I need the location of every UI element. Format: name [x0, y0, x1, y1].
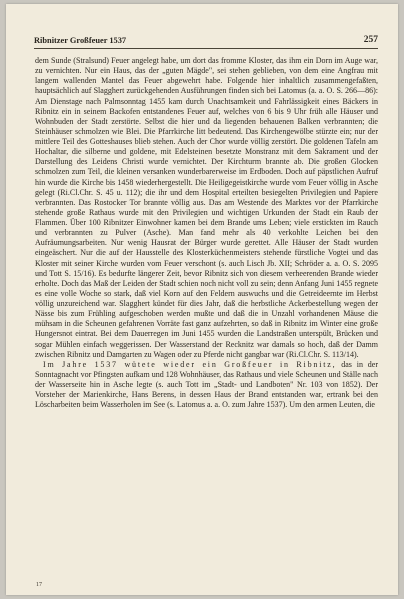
book-page: [6, 4, 398, 595]
body-text: [35, 56, 378, 410]
paragraph-1: dem Sunde (Stralsund) Feuer angelegt habe, um dort das fromme Kloster, das ihm ein Dorn im Auge war, zu vernichten. Nur ein Haus, das der „guten Mägde", sei stehen geblieben, von dem eine Angfrau mit langem wallenden Mantel das Feuer abgewehrt habe. Folgende hier inhaltlich zusammengefaßten, hauptsächlich auf Slagghert zurückgehenden Ausführungen finden sich bei Latomus (a. a. O. S. 266—86): Am Dienstage nach Palmsonntag 1455 kam durch Unachtsamkeit und Fahrlässigkeit eines Bäckers in Ribnitz ein in seinem Backofen entstandenes Feuer auf, welches von 6 bis 9 Uhr früh alle Häuser und Wohnbuden der Stadt zerstörte. Selbst die hier und da liegenden behauenen Balken verbrannten; die Steinhäuser schmolzen wie Blei. Die Pfarrkirche litt bedeutend. Das Kirchengewölbe stürzte ein; nur der mittlere Teil des Gotteshauses blieb stehen. Auch der Chor wurde völlig zerstört. Die goldenen Tafeln am Hochaltar, die silberne und goldene, mit Edelsteinen besetzte Monstranz mit dem Sakrament und der Darstellung des Leidens Christi wurde vernichtet. Der Kirchturm brannte ab. Die großen Glocken schmolzen zum Teil, die kleinen versanken wunderbarerweise im Erdboden. Doch auf päpstlichen Aufruf hin wurde die Kirche bis 1458 wiederhergestellt. Die Heiligegeistkirche wurde vom Feuer völlig in Asche gelegt (Ri.Cl.Chr. S. 45 u. 112); die ihr und dem Hospital erteilten besiegelten Privilegien und Papiere verbrannten. Das Rostocker Tor brannte völlig aus. Das am Westende des Marktes vor der Pfarrkirche stehende große Rathaus wurde mit den Privilegien und wichtigen Urkunden der Stadt ein Raub der Flammen. Über 100 Ribnitzer Einwohner kamen bei dem Brande ums Leben; viele erstickten im Rauch und verbrannten zu Pulver (Asche). Man fand mehr als 40 verkohlte Leichen bei den Aufräumungsarbeiten. Nur wenig Hausrat der Bürger wurde gerettet. Alle Häuser der Stadt wurden eingeäschert. Nur die auf der Hausstelle des Klosterküchenmeisters stehende fürstliche Vogtei und das Kloster mit seiner Kirche wurden vom Feuer verschont (s. auch Lisch Jb. XII; Schröder a. a. O. S. 2095 und Tott S. 15/16). Es bedurfte längerer Zeit, bevor Ribnitz sich von diesem verheerenden Brande wieder erholte. Doch das Maß der Leiden der Stadt schien noch nicht voll zu sein; denn Anfang Juni 1455 regnete es eine volle Woche so stark, daß viel Korn auf den Feldern auswuchs und die Getreideernte im Herbst völlig unzureichend war. Slagghert kündet für dies Jahr, daß die herbstliche Ackerbestellung wegen der Nässe bis zum Frühling aufgeschoben werden mußte und daß die in Unzahl vorhandenen Mäuse die mühsam in die Scheunen gefahrenen Vorräte fast ganz aufzehrten, so daß in Ribnitz im Winter eine große Hungersnot eintrat. Bei dem Dauerregen im Juni 1455 wurden die Landstraßen unterspült, Brücken und sogar Mühlen einfach weggerissen. Der Wasserstand der Recknitz war damals so hoch, daß der Damm zwischen Ribnitz und Damgarten zu Wagen oder zu Pferde nicht gangbar war (Ri.Cl.Chr. S. 113/14).: [35, 56, 378, 359]
header-rule: [34, 48, 378, 49]
running-title: Ribnitzer Großfeuer 1537: [34, 36, 127, 45]
paragraph-2-lead: Im Jahre 1537 wütete wieder ein Großfeuer in Ribnitz,: [43, 359, 337, 369]
page-number: 257: [363, 35, 378, 45]
paragraph-2-rest: das in der Sonntagnacht vor Pfingsten aufkam und 128 Wohnhäuser, das Rathaus und viele Scheunen und Ställe nach der Wasserseite hin in Asche legte (s. auch Tott im „Stadt- und Landboten" Nr. 103 von 1852). Der Vorsteher der Marienkirche, Hans Berens, in dessen Haus der Brand entstanden war, ertrank bei den Löscharbeiten beim Wasserholen im See (s. Latomus a. a. O. zum Jahre 1537). Um den armen Leuten, die: [35, 359, 378, 410]
printer-signature: 17: [36, 582, 42, 588]
paragraph-2: [35, 360, 378, 411]
running-header: [34, 36, 378, 48]
